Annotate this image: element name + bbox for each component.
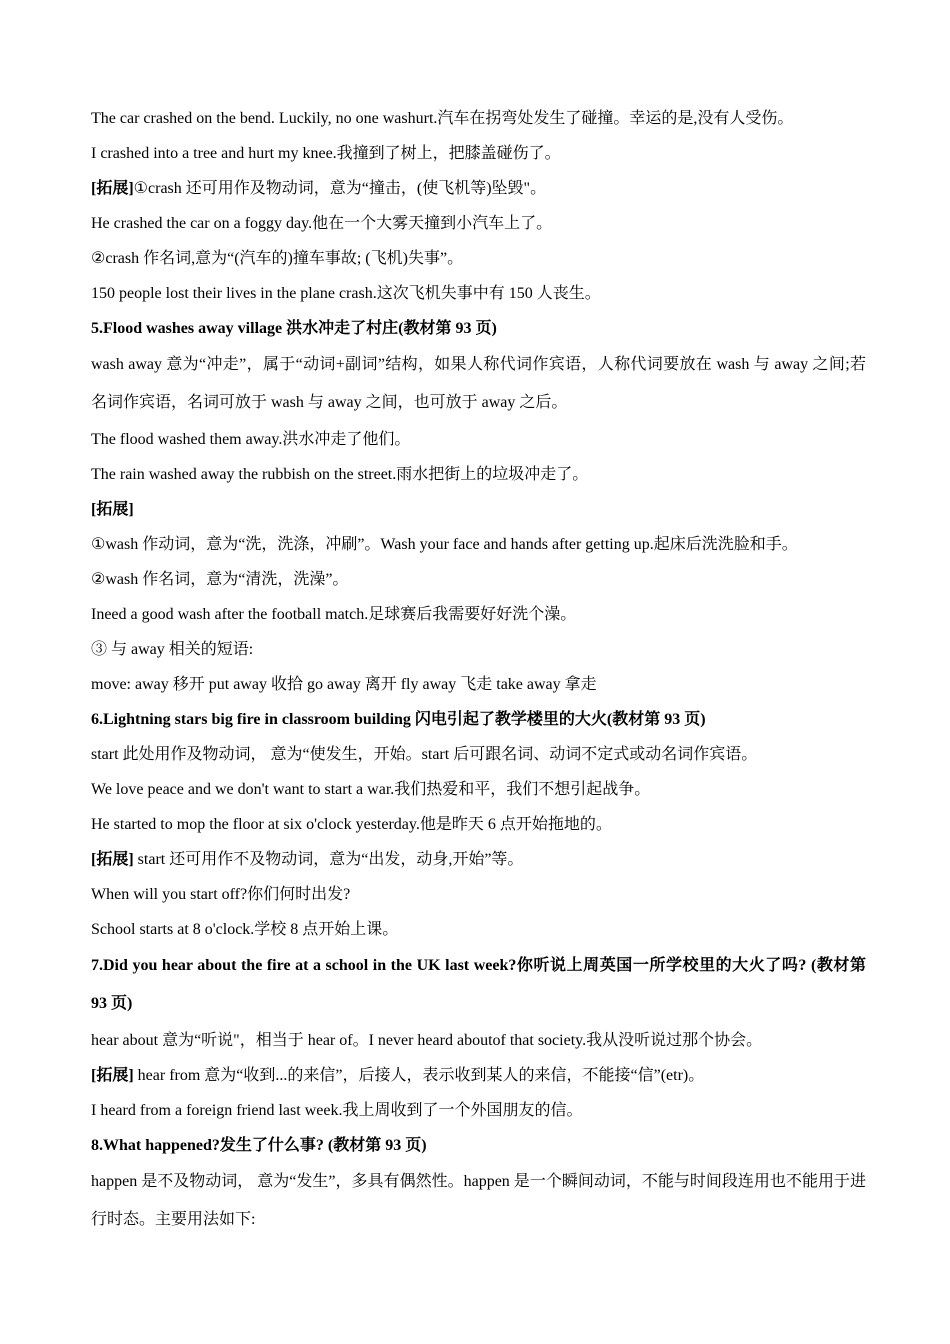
text-line [91,842,866,877]
text-line: move: away 移开 put away 收拾 go away 离开 fly away 飞走 take away 拿走 [91,676,597,693]
extension-tag: [拓展] [91,180,134,197]
section-heading: 7.Did you hear about the fire at a school in the UK last week?你听说上周英国一所学校里的大火了吗? (教材第 93 页) [91,957,866,1012]
text-line: The rain washed away the rubbish on the street.雨水把街上的垃圾冲走了。 [91,466,589,483]
extension-tag: [拓展] [91,1067,134,1084]
text-line: Ineed a good wash after the football match.足球赛后我需要好好洗个澡。 [91,606,577,623]
extension-tag: [拓展] [91,501,134,518]
text-line: The flood washed them away.洪水冲走了他们。 [91,431,411,448]
text-line [91,1058,866,1093]
text-line: We love peace and we don't want to start a war.我们热爱和平，我们不想引起战争。 [91,781,651,798]
text-line: 150 people lost their lives in the plane crash.这次飞机失事中有 150 人丧生。 [91,285,601,302]
text-content: start 还可用作不及物动词，意为“出发，动身,开始”等。 [133,851,524,868]
text-content: hear from 意为“收到...的来信”，后接人，表示收到某人的来信，不能接“信”(etr)。 [133,1067,705,1084]
text-line: School starts at 8 o'clock.学校 8 点开始上课。 [91,921,399,938]
text-line: ②crash 作名词,意为“(汽车的)撞车事故; (飞机)失事”。 [91,250,464,267]
text-line: ②wash 作名词，意为“清洗，洗澡”。 [91,571,349,588]
section-heading: 8.What happened?发生了什么事? (教材第 93 页) [91,1137,427,1154]
text-content: ①crash 还可用作及物动词，意为“撞击，(使飞机等)坠毁"。 [133,180,547,197]
text-line: I heard from a foreign friend last week.我上周收到了一个外国朋友的信。 [91,1102,583,1119]
text-line: When will you start off?你们何时出发? [91,886,351,903]
text-line: The car crashed on the bend. Luckily, no one washurt.汽车在拐弯处发生了碰撞。幸运的是,没有人受伤。 [91,110,794,127]
text-line: He crashed the car on a foggy day.他在一个大雾天撞到小汽车上了。 [91,215,553,232]
text-paragraph: wash away 意为“冲走”，属于“动词+副词”结构，如果人称代词作宾语，人称代词要放在 wash 与 away 之间;若名词作宾语，名词可放于 wash 与 away 之间，也可放于 away 之后。 [91,356,866,411]
text-line: ③ 与 away 相关的短语: [91,641,254,658]
text-line [91,171,866,206]
text-line: ①wash 作动词，意为“洗，洗涤，冲刷”。Wash your face and hands after getting up.起床后洗洗脸和手。 [91,536,798,553]
text-line [91,492,866,527]
section-heading: 6.Lightning stars big fire in classroom building 闪电引起了教学楼里的大火(教材第 93 页) [91,711,706,728]
extension-tag: [拓展] [91,851,134,868]
section-heading: 5.Flood washes away village 洪水冲走了村庄(教材第 93 页) [91,320,497,337]
text-line: He started to mop the floor at six o'clock yesterday.他是昨天 6 点开始拖地的。 [91,816,612,833]
text-paragraph: happen 是不及物动词， 意为“发生”，多具有偶然性。happen 是一个瞬间动词，不能与时间段连用也不能用于进行时态。主要用法如下: [91,1173,866,1228]
text-line: I crashed into a tree and hurt my knee.我撞到了树上，把膝盖碰伤了。 [91,145,561,162]
text-line: hear about 意为“听说"，相当于 hear of。I never heard aboutof that society.我从没听说过那个协会。 [91,1032,763,1049]
text-line: start 此处用作及物动词， 意为“使发生，开始。start 后可跟名词、动词不定式或动名词作宾语。 [91,746,758,763]
document-page [91,101,866,1239]
